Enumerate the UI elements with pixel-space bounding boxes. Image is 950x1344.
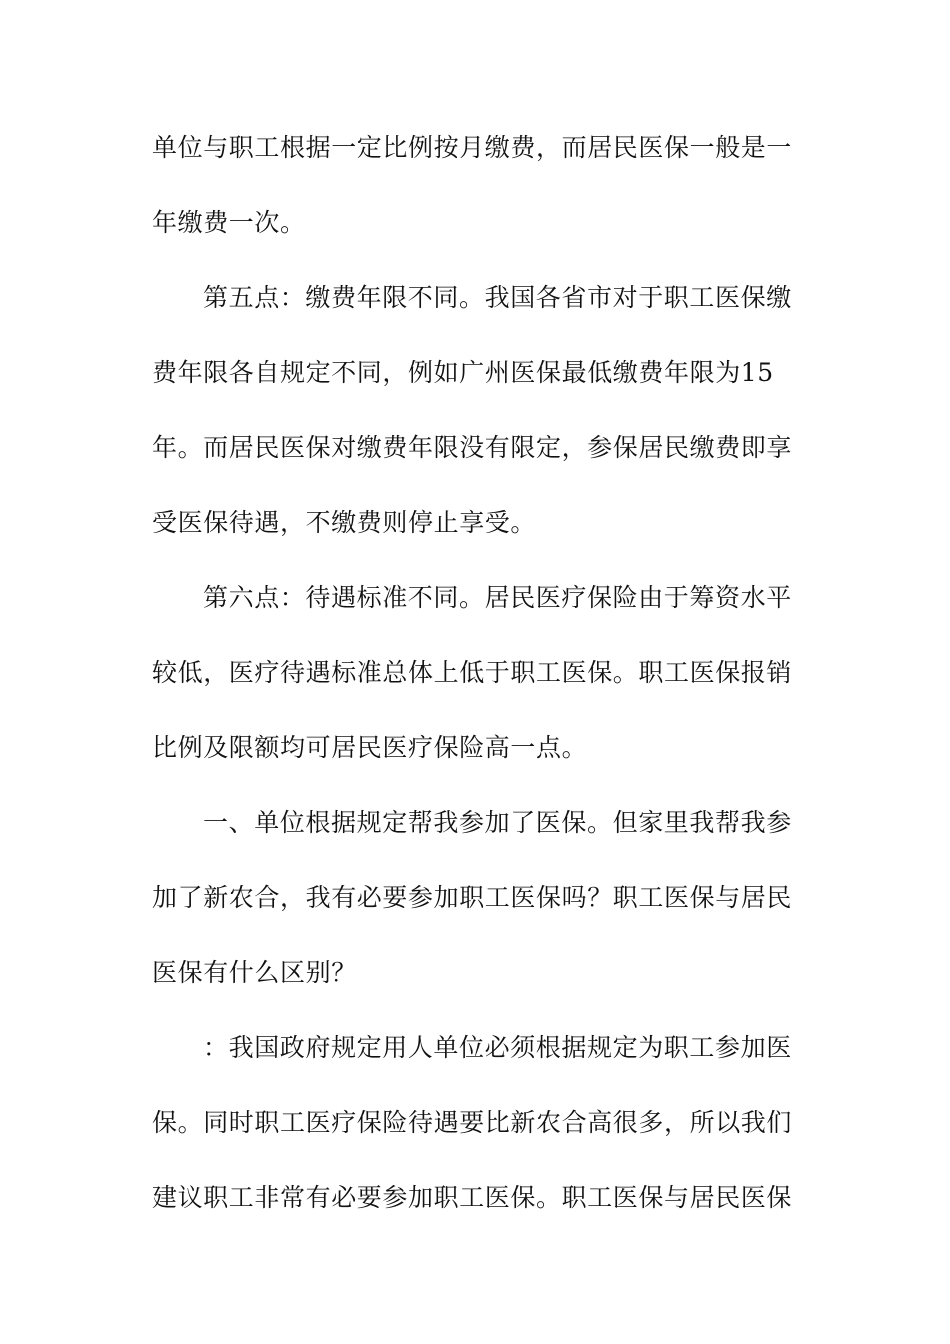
text-line: 较低，医疗待遇标准总体上低于职工医保。职工医保报销 [152,658,793,687]
text-line: 加了新农合，我有必要参加职工医保吗？职工医保与居民 [152,883,793,912]
paragraph-start-line: 一、单位根据规定帮我参加了医保。但家里我帮我参 [203,808,792,837]
text-line: 医保有什么区别？ [152,958,357,987]
text-line: 建议职工非常有必要参加职工医保。职工医保与居民医保 [152,1183,793,1212]
paragraph-start-line: 第五点：缴费年限不同。我国各省市对于职工医保缴 [203,283,792,312]
text-line: 单位与职工根据一定比例按月缴费，而居民医保一般是一 [152,133,793,162]
paragraph-start-line: 第六点：待遇标准不同。居民医疗保险由于筹资水平 [203,583,792,612]
text-line: 受医保待遇，不缴费则停止享受。 [152,508,537,537]
text-line: 保。同时职工医疗保险待遇要比新农合高很多，所以我们 [152,1108,793,1137]
text-line: 年缴费一次。 [152,208,306,237]
document-body [152,120,798,1245]
text-line: 费年限各自规定不同，例如广州医保最低缴费年限为15 [152,358,774,387]
text-line: 年。而居民医保对缴费年限没有限定，参保居民缴费即享 [152,433,793,462]
paragraph-start-line: ：我国政府规定用人单位必须根据规定为职工参加医 [203,1033,792,1062]
text-line: 比例及限额均可居民医疗保险高一点。 [152,733,588,762]
